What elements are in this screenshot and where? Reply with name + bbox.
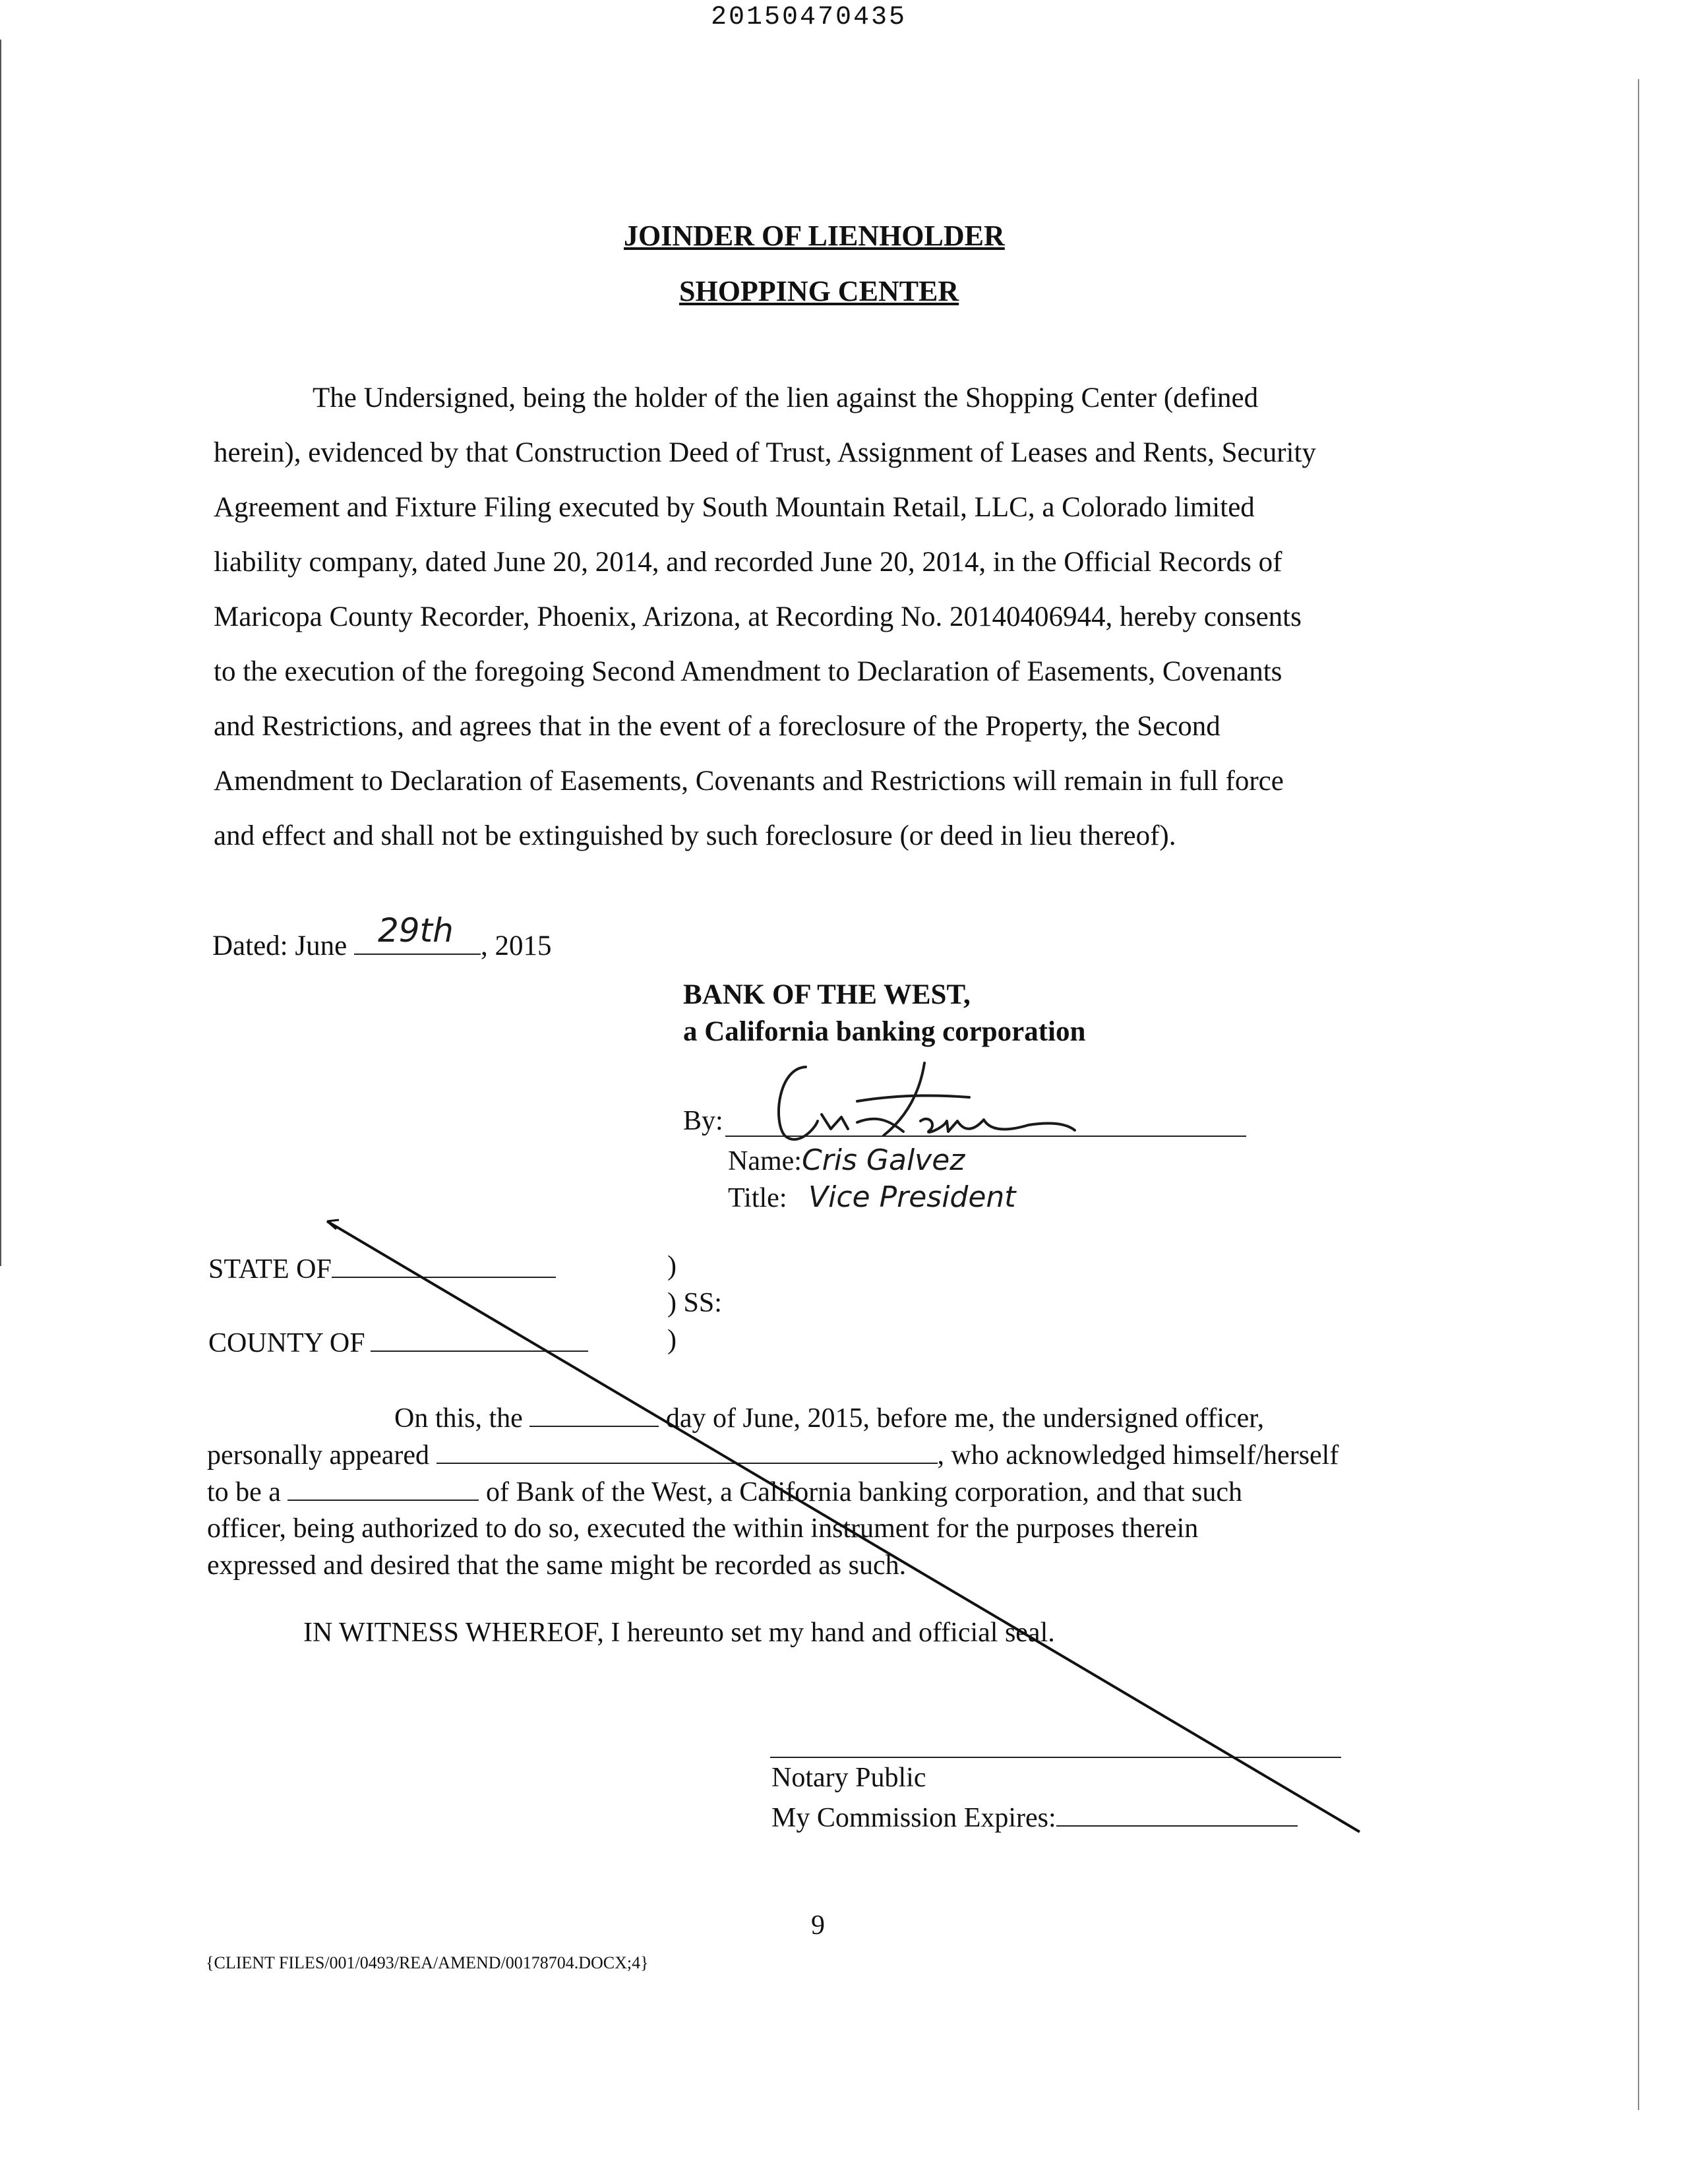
ack-line-1 [394, 1399, 1264, 1437]
paragraph-line: Maricopa County Recorder, Phoenix, Arizona, at Recording No. 20140406944, hereby consents [214, 601, 1302, 632]
title-row [728, 1180, 1016, 1214]
dated-line [212, 911, 552, 962]
scan-edge-right [1638, 79, 1639, 2110]
paragraph-line: herein), evidenced by that Construction Deed of Trust, Assignment of Leases and Rents, Security [214, 437, 1316, 468]
venue-ss: ) SS: [667, 1288, 722, 1318]
dated-day-blank [354, 911, 481, 955]
ack-text: , who acknowledged himself/herself [937, 1440, 1339, 1471]
dated-day-handwritten: 29th [377, 911, 454, 950]
ack-line-2 [207, 1436, 1339, 1474]
dated-suffix: , 2015 [480, 930, 552, 961]
ack-text: to be a [207, 1477, 281, 1507]
page-number: 9 [811, 1910, 825, 1941]
bank-name: BANK OF THE WEST, [683, 979, 971, 1010]
paragraph-line: Agreement and Fixture Filing executed by South Mountain Retail, LLC, a Colorado limited [214, 492, 1255, 523]
venue-paren-3: ) [667, 1325, 677, 1355]
county-label: COUNTY OF [208, 1328, 365, 1358]
paragraph-line: liability company, dated June 20, 2014, and recorded June 20, 2014, in the Official Records of [214, 547, 1282, 578]
commission-blank [1056, 1799, 1298, 1827]
scan-edge-left [0, 40, 1, 1266]
consent-paragraph [214, 371, 1316, 863]
county-row [208, 1324, 588, 1359]
ack-name-blank [437, 1436, 938, 1464]
paragraph-line: Amendment to Declaration of Easements, Covenants and Restrictions will remain in full force [214, 766, 1284, 797]
state-row [208, 1250, 556, 1285]
signature-line [725, 1136, 1246, 1137]
name-row [728, 1143, 965, 1177]
state-blank [332, 1250, 556, 1278]
recording-number: 20150470435 [711, 3, 907, 32]
paragraph-line: to the execution of the foregoing Second Amendment to Declaration of Easements, Covenants [214, 656, 1282, 687]
dated-prefix: Dated: June [212, 930, 347, 961]
ack-text: personally appeared [207, 1440, 430, 1471]
ack-title-blank [287, 1473, 479, 1501]
state-label: STATE OF [208, 1254, 332, 1285]
bank-description: a California banking corporation [683, 1016, 1086, 1047]
ack-text: On this, the [394, 1403, 523, 1434]
venue-paren-1: ) [667, 1251, 677, 1281]
paragraph-line: The Undersigned, being the holder of the lien against the Shopping Center (defined [313, 382, 1259, 413]
title-handwritten: Vice President [808, 1180, 1016, 1214]
ack-day-blank [529, 1399, 659, 1427]
document-title: JOINDER OF LIENHOLDER [624, 220, 1005, 252]
ack-text: of Bank of the West, a California banking corporation, and that such [485, 1477, 1242, 1507]
commission-row [771, 1799, 1298, 1834]
name-handwritten: Cris Galvez [801, 1143, 965, 1177]
title-label: Title: [728, 1183, 787, 1213]
by-label: By: [683, 1106, 723, 1136]
county-blank [371, 1324, 588, 1352]
notary-signature-line [770, 1757, 1341, 1758]
commission-label: My Commission Expires: [771, 1803, 1056, 1833]
ack-text: day of June, 2015, before me, the undersigned officer, [665, 1403, 1265, 1434]
ack-line-5: expressed and desired that the same might be recorded as such. [207, 1550, 907, 1581]
paragraph-line: and effect and shall not be extinguished by such foreclosure (or deed in lieu thereof). [214, 820, 1176, 851]
file-footer: {CLIENT FILES/001/0493/REA/AMEND/00178704.DOCX;4} [206, 1953, 649, 1972]
name-label: Name: [728, 1146, 802, 1176]
witness-line: IN WITNESS WHEREOF, I hereunto set my hand and official seal. [303, 1618, 1055, 1648]
document-subtitle: SHOPPING CENTER [679, 275, 959, 307]
notary-public-label: Notary Public [771, 1763, 926, 1793]
paragraph-line: and Restrictions, and agrees that in the event of a foreclosure of the Property, the Second [214, 711, 1221, 742]
ack-line-4: officer, being authorized to do so, executed the within instrument for the purposes therein [207, 1513, 1199, 1544]
ack-line-3 [207, 1473, 1242, 1511]
